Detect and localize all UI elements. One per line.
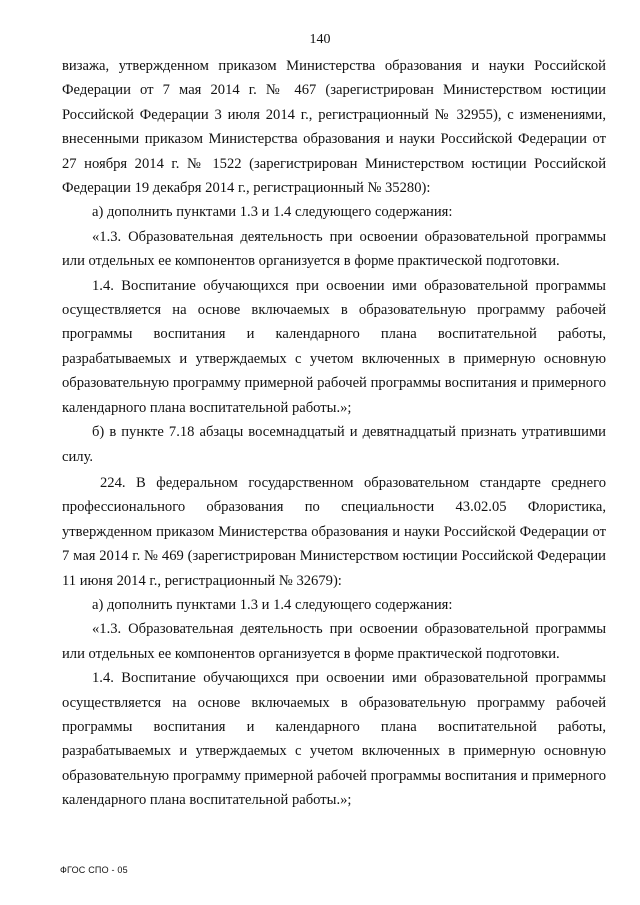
paragraph-quote-1-4-2: 1.4. Воспитание обучающихся при освоении ими образовательной программы осуществляется на основе включаемых в образовательную программу рабочей программы воспитания и календарного плана воспитательной работы, разрабатываемых и утверждаемых с учетом включенных в примерную основную образовательную программу примерной рабочей программы воспитания и примерного календарного плана воспитательной работы.»; <box>62 670 606 809</box>
document-body <box>62 54 606 813</box>
paragraph-quote-1-3: «1.3. Образовательная деятельность при освоении образовательной программы или отдельных ее компонентов организуется в форме практической подготовки. <box>62 228 606 270</box>
paragraph-item-a: а) дополнить пунктами 1.3 и 1.4 следующего содержания: <box>92 204 453 221</box>
page-number: 140 <box>309 32 331 47</box>
paragraph-section-224: 224. В федеральном государственном образовательном стандарте среднего профессионального образования по специальности 43.02.05 Флористика, утвержденном приказом Министерства образования и науки Российской Федерации от 7 мая 2014 г. № 469 (зарегистрирован Министерством юстиции Российской Федерации 11 июня 2014 г., регистрационный № 32679): <box>62 474 606 589</box>
paragraph-item-b: б) в пункте 7.18 абзацы восемнадцатый и девятнадцатый признать утратившими силу. <box>62 424 606 465</box>
footer-label: ФГОС СПО - 05 <box>60 865 128 875</box>
paragraph-continuation: визажа, утвержденном приказом Министерства образования и науки Российской Федерации от 7 мая 2014 г. № 467 (зарегистрирован Министерством юстиции Российской Федерации 3 июля 2014 г., регистрационный № 32955), с изменениями, внесенными приказом Министерства образования и науки Российской Федерации от 27 ноября 2014 г. № 1522 (зарегистрирован Министерством юстиции Российской Федерации 19 декабря 2014 г., регистрационный № 35280): <box>62 58 606 197</box>
paragraph-item-a-2: а) дополнить пунктами 1.3 и 1.4 следующего содержания: <box>92 596 453 613</box>
paragraph-quote-1-3-2: «1.3. Образовательная деятельность при освоении образовательной программы или отдельных ее компонентов организуется в форме практической подготовки. <box>62 621 606 662</box>
paragraph-quote-1-4: 1.4. Воспитание обучающихся при освоении ими образовательной программы осуществляется на основе включаемых в образовательную программу рабочей программы воспитания и календарного плана воспитательной работы, разрабатываемых и утверждаемых с учетом включенных в примерную основную образовательную программу примерной рабочей программы воспитания и примерного календарного плана воспитательной работы.»; <box>62 277 606 416</box>
